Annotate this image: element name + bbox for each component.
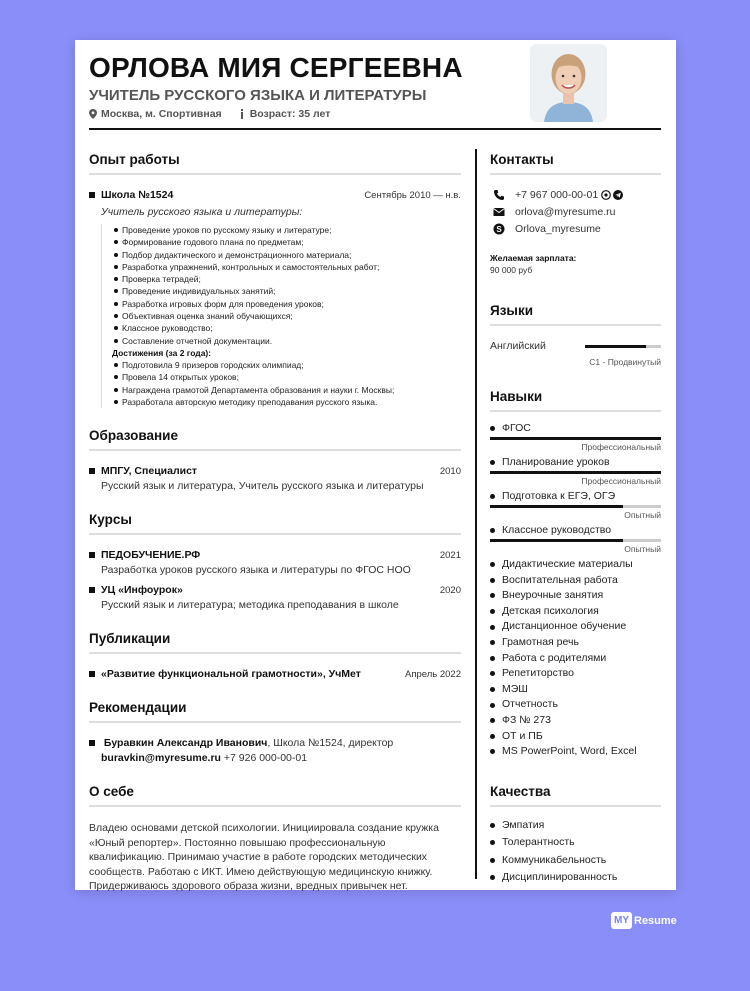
skill-level-bar <box>490 471 661 474</box>
portrait-image <box>530 44 607 122</box>
list-item: ФЗ № 273 <box>490 713 661 729</box>
list-item: ОТ и ПБ <box>490 729 661 745</box>
bullet-square <box>89 671 95 677</box>
experience-period: Сентябрь 2010 — н.в. <box>364 190 461 201</box>
language-row <box>490 340 661 352</box>
skill-level-bar <box>490 437 661 440</box>
list-item: Дистанционное обучение <box>490 619 661 635</box>
list-item: Коммуникабельность <box>490 852 661 870</box>
candidate-photo <box>530 44 607 122</box>
list-item: Подготовила 9 призеров городских олимпиад; <box>112 359 461 371</box>
list-item: Отчетность <box>490 697 661 713</box>
bullet-square <box>89 552 95 558</box>
header-divider <box>89 128 661 130</box>
company-name: Школа №1524 <box>101 189 174 201</box>
recommendation-entry <box>89 737 461 749</box>
skill-name: Подготовка к ЕГЭ, ОГЭ <box>502 490 616 502</box>
myresume-logo[interactable] <box>611 912 677 929</box>
salary-value: 90 000 руб <box>490 265 533 275</box>
skype-text: Orlova_myresume <box>515 223 601 235</box>
education-desc: Русский язык и литература, Учитель русского языка и литературы <box>101 480 424 493</box>
recommender-phone: +7 926 000-00-01 <box>220 752 308 765</box>
list-item: Разработка упражнений, контрольных и самостоятельных работ; <box>112 261 461 273</box>
email-text[interactable]: orlova@myresume.ru <box>515 206 616 218</box>
list-item: Классное руководство; <box>112 322 461 334</box>
rated-skills-list <box>490 422 661 554</box>
publication-entry <box>89 668 461 680</box>
list-item: Формирование годового плана по предметам; <box>112 236 461 248</box>
recommender-org: , Школа №1524, директор <box>267 737 394 750</box>
publication-date: Апрель 2022 <box>405 669 461 681</box>
bullet-square <box>89 192 95 198</box>
recommender-name: Буравкин Александр Иванович <box>103 737 268 750</box>
candidate-position: УЧИТЕЛЬ РУССКОГО ЯЗЫКА И ЛИТЕРАТУРЫ <box>89 87 427 104</box>
skill-level: Опытный <box>624 510 661 520</box>
language-level-fill <box>585 345 646 348</box>
location-pin-icon <box>89 109 97 119</box>
recommender-email[interactable]: buravkin@myresume.ru <box>101 752 221 765</box>
list-item: Проверка тетрадей; <box>112 273 461 285</box>
course-desc: Русский язык и литература; методика преподавания в школе <box>101 599 399 612</box>
list-item: Дидактические материалы <box>490 557 661 573</box>
list-item: Награждена грамотой Департамента образования и науки г. Москвы; <box>112 384 461 396</box>
course-entry <box>89 584 461 596</box>
language-level-bar <box>585 345 661 348</box>
language-name: Английский <box>490 340 546 352</box>
resume-sheet <box>75 40 676 893</box>
list-item: Объективная оценка знаний обучающихся; <box>112 310 461 322</box>
publication-name: «Развитие функциональной грамотности», УчМет <box>101 668 361 681</box>
skill-level-fill <box>490 437 661 440</box>
education-year: 2010 <box>439 466 461 478</box>
skill-level-fill <box>490 471 661 474</box>
logo-my: MY <box>611 912 632 929</box>
list-item: Эмпатия <box>490 817 661 835</box>
candidate-name: ОРЛОВА МИЯ СЕРГЕЕВНА <box>89 52 463 83</box>
list-item: Толерантность <box>490 834 661 852</box>
skills-title: Навыки <box>490 389 661 412</box>
whatsapp-icon <box>601 190 611 200</box>
skill-level: Профессиональный <box>581 476 661 486</box>
skill-item <box>490 456 661 486</box>
skill-level-fill <box>490 539 623 542</box>
list-item: МЭШ <box>490 682 661 698</box>
salary-label: Желаемая зарплата: <box>490 253 577 263</box>
bullet-square <box>89 740 95 746</box>
skill-item <box>490 422 661 452</box>
list-item: Детская психология <box>490 604 661 620</box>
contact-email <box>490 206 661 218</box>
contact-skype <box>490 223 661 235</box>
skill-level: Опытный <box>624 544 661 554</box>
list-item: Разработала авторскую методику преподавания русского языка. <box>112 396 461 408</box>
skill-name: Планирование уроков <box>502 456 610 468</box>
phone-text: +7 967 000-00-01 <box>515 189 599 201</box>
education-school: МПГУ, Специалист <box>101 465 198 478</box>
right-column <box>490 152 661 887</box>
age-text: Возраст: 35 лет <box>249 108 331 120</box>
education-entry <box>89 465 461 477</box>
skill-item <box>490 524 661 554</box>
about-text: Владею основами детской психологии. Инициировала создание кружка «Юный репортер». Постоянно повышаю профессиональную квалификацию. Принимаю участие в работе городских методических сообществ. Работаю с ИКТ. Имею действующую медицинскую книжку. Придерживаюсь здорового образа жизни, вредных привычек нет. <box>89 822 439 893</box>
skill-level-bar <box>490 539 661 542</box>
course-desc: Разработка уроков русского языка и литературы по ФГОС НОО <box>101 564 411 577</box>
list-item: Провела 14 открытых уроков; <box>112 371 461 383</box>
phone-icon <box>493 189 505 201</box>
publications-title: Публикации <box>89 631 461 654</box>
list-item: Разработка игровых форм для проведения уроков; <box>112 298 461 310</box>
experience-role: Учитель русского языка и литературы: <box>101 206 303 218</box>
list-item: Проведение уроков по русскому языку и литературе; <box>112 224 461 236</box>
courses-title: Курсы <box>89 512 461 535</box>
about-title: О себе <box>89 784 461 807</box>
list-item: Составление отчетной документации. <box>112 335 461 347</box>
list-item: Дисциплинированность <box>490 869 661 887</box>
contacts-title: Контакты <box>490 152 661 175</box>
skill-name: Классное руководство <box>502 524 612 536</box>
languages-title: Языки <box>490 303 661 326</box>
list-item: Проведение индивидуальных занятий; <box>112 285 461 297</box>
qualities-title: Качества <box>490 784 661 807</box>
experience-entry <box>89 189 461 201</box>
left-column <box>89 152 461 894</box>
skill-level-fill <box>490 505 623 508</box>
course-year: 2020 <box>439 585 461 597</box>
bullet-square <box>89 468 95 474</box>
plain-skills-list <box>490 557 661 760</box>
column-divider <box>475 149 477 879</box>
skype-icon <box>493 223 505 235</box>
list-item: Репетиторство <box>490 666 661 682</box>
candidate-meta <box>89 108 330 120</box>
telegram-icon <box>613 190 623 200</box>
location-text: Москва, м. Спортивная <box>101 108 222 120</box>
list-item: MS PowerPoint, Word, Excel <box>490 744 661 760</box>
qualities-list <box>490 817 661 887</box>
svg-text:S: S <box>496 225 502 234</box>
list-item: Работа с родителями <box>490 651 661 667</box>
language-level: C1 - Продвинутый <box>589 357 661 367</box>
recommender-contacts <box>101 752 461 764</box>
skill-level-bar <box>490 505 661 508</box>
list-item: Воспитательная работа <box>490 573 661 589</box>
skill-name: ФГОС <box>502 422 531 434</box>
experience-title: Опыт работы <box>89 152 461 175</box>
course-year: 2021 <box>439 550 461 562</box>
logo-resume: Resume <box>634 914 677 927</box>
course-name: УЦ «Инфоурок» <box>101 584 183 597</box>
mail-icon <box>493 206 505 218</box>
duties-list <box>101 224 461 408</box>
list-item: Внеурочные занятия <box>490 588 661 604</box>
course-entry <box>89 549 461 561</box>
education-title: Образование <box>89 428 461 451</box>
list-item: Грамотная речь <box>490 635 661 651</box>
info-icon <box>238 109 246 119</box>
bullet-square <box>89 587 95 593</box>
achievements-title: Достижения (за 2 года): <box>112 347 212 358</box>
skill-level: Профессиональный <box>581 442 661 452</box>
skill-item <box>490 490 661 520</box>
recommendations-title: Рекомендации <box>89 700 461 723</box>
course-name: ПЕДОБУЧЕНИЕ.РФ <box>101 549 201 562</box>
contact-phone <box>490 189 661 201</box>
list-item: Подбор дидактического и демонстрационного материала; <box>112 249 461 261</box>
